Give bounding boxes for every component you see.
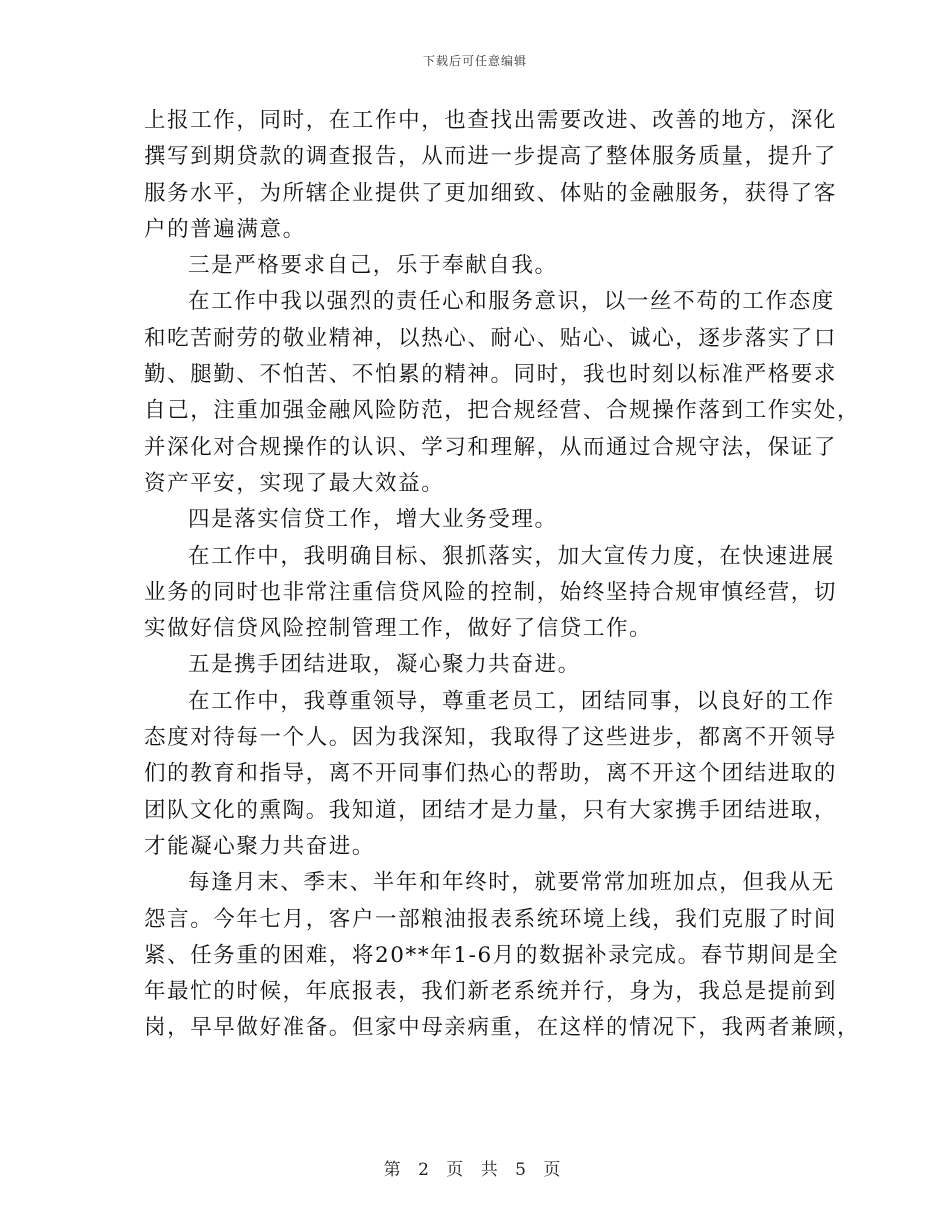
paragraph — [144, 684, 838, 865]
text-line: 服务水平，为所辖企业提供了更加细致、体贴的金融服务，获得了客 — [144, 180, 838, 206]
text-line: 怨言。今年七月，客户一部粮油报表系统环境上线，我们克服了时间 — [144, 906, 838, 932]
text-line: 四是落实信贷工作，增大业务受理。 — [188, 507, 558, 533]
text-line: 自己，注重加强金融风险防范，把合规经营、合规操作落到工作实处， — [144, 398, 861, 424]
paragraph — [144, 248, 808, 284]
text-line: 实做好信贷风险控制管理工作，做好了信贷工作。 — [144, 616, 653, 642]
text-line: 在工作中，我尊重领导，尊重老员工，团结同事，以良好的工作 — [188, 688, 835, 714]
text-line: 并深化对合规操作的认识、学习和理解，从而通过合规守法，保证了 — [144, 434, 838, 460]
paragraph — [144, 539, 838, 648]
text-line: 紧、任务重的困难，将20**年1-6月的数据补录完成。春节期间是全 — [144, 942, 840, 968]
text-line: 年最忙的时候，年底报表，我们新老系统并行，身为，我总是提前到 — [144, 979, 838, 1005]
paragraph — [144, 647, 808, 683]
text-line: 岗，早早做好准备。但家中母亲病重，在这样的情况下，我两者兼顾， — [144, 1015, 861, 1041]
text-line: 们的教育和指导，离不开同事们热心的帮助，离不开这个团结进取的 — [144, 761, 838, 787]
page-number-footer: 第 2 页 共 5 页 — [383, 1160, 567, 1180]
text-line: 和吃苦耐劳的敬业精神，以热心、耐心、贴心、诚心，逐步落实了口 — [144, 325, 838, 351]
paragraph — [144, 284, 861, 502]
text-line: 勤、腿勤、不怕苦、不怕累的精神。同时，我也时刻以标准严格要求 — [144, 362, 838, 388]
text-line: 户的普遍满意。 — [144, 216, 306, 242]
text-line: 五是携手团结进取，凝心聚力共奋进。 — [188, 652, 581, 678]
text-line: 每逢月末、季末、半年和年终时，就要常常加班加点，但我从无 — [188, 870, 835, 896]
text-line: 团队文化的熏陶。我知道，团结才是力量，只有大家携手团结进取， — [144, 797, 838, 823]
page-header-note: 下载后可任意编辑 — [422, 54, 527, 68]
text-line: 才能凝心聚力共奋进。 — [144, 833, 376, 859]
text-line: 在工作中我以强烈的责任心和服务意识，以一丝不苟的工作态度 — [188, 289, 835, 315]
paragraph — [144, 103, 838, 248]
text-line: 资产平安，实现了最大效益。 — [144, 470, 445, 496]
paragraph — [144, 865, 861, 1046]
text-line: 撰写到期贷款的调查报告，从而进一步提高了整体服务质量，提升了 — [144, 144, 838, 170]
text-line: 三是严格要求自己，乐于奉献自我。 — [188, 253, 558, 279]
document-body — [144, 103, 861, 1047]
text-line: 上报工作，同时，在工作中，也查找出需要改进、改善的地方，深化 — [144, 108, 838, 133]
text-line: 在工作中，我明确目标、狠抓落实，加大宣传力度，在快速进展 — [188, 543, 835, 569]
text-line: 态度对待每一个人。因为我深知，我取得了这些进步，都离不开领导 — [144, 725, 838, 751]
text-line: 业务的同时也非常注重信贷风险的控制，始终坚持合规审慎经营，切 — [144, 579, 838, 605]
paragraph — [144, 502, 808, 538]
